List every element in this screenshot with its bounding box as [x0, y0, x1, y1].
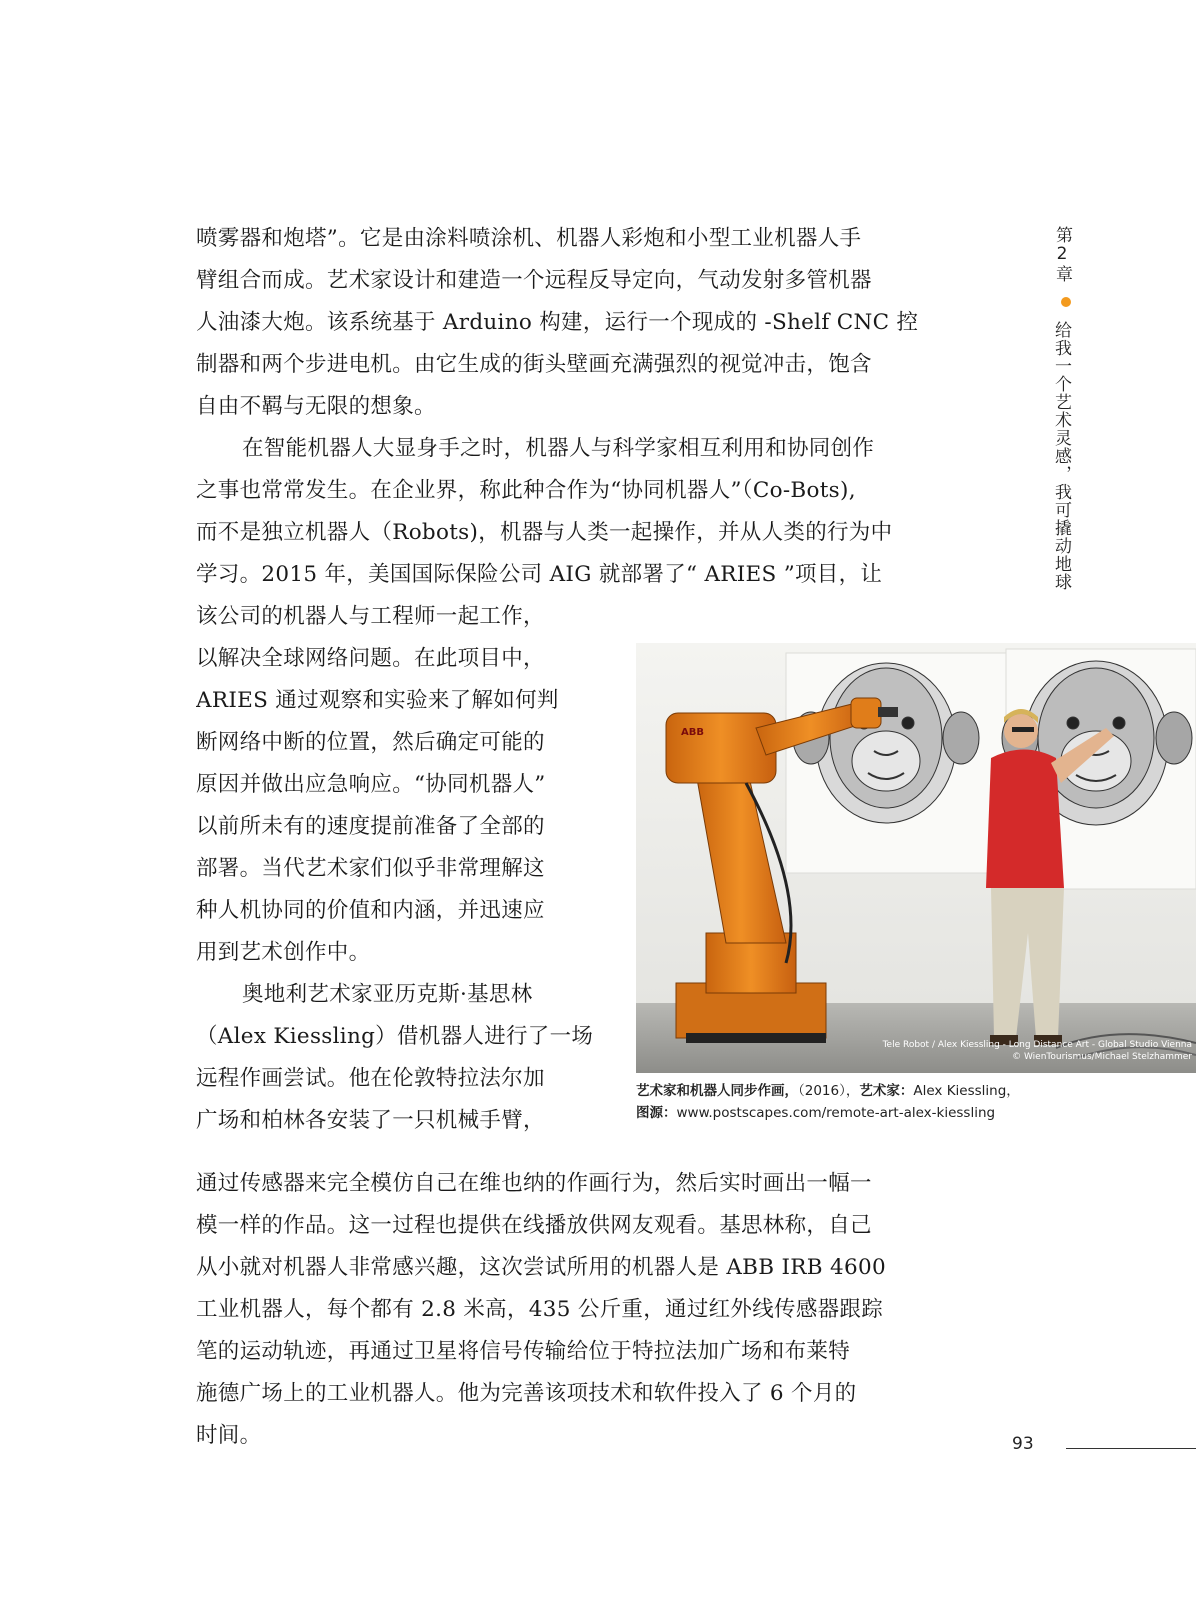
text-line: 断网络中断的位置，然后确定可能的: [196, 730, 545, 755]
text-line: 自由不羁与无限的想象。: [196, 394, 436, 419]
text-line: 笔的运动轨迹，再通过卫星将信号传输给位于特拉法加广场和布莱特: [196, 1339, 851, 1364]
text-line: 臂组合而成。艺术家设计和建造一个远程反导定向，气动发射多管机器: [196, 268, 872, 293]
caption-line-2: [636, 1102, 1156, 1124]
artist-glasses: [1012, 727, 1034, 732]
caption-artist: Alex Kiessling，: [913, 1083, 1020, 1099]
page-number: 93: [1012, 1434, 1034, 1454]
page-number-rule: [1066, 1448, 1196, 1449]
artist-shirt: [986, 750, 1064, 889]
text-line: 通过传感器来完全模仿自己在维也纳的作画行为，然后实时画出一幅一: [196, 1171, 872, 1196]
text-line: 之事也常常发生。在企业界，称此种合作为“协同机器人”（Co-Bots),: [196, 478, 856, 503]
text-line: 施德广场上的工业机器人。他为完善该项技术和软件投入了 6 个月的: [196, 1381, 857, 1406]
text-line: 以前所未有的速度提前准备了全部的: [196, 814, 545, 839]
body-paragraph-top: [196, 218, 934, 596]
photo-credit-line1: Tele Robot / Alex Kiessling - Long Distance Art - Global Studio Vienna: [882, 1040, 1192, 1050]
text-line: 时间。: [196, 1423, 262, 1448]
caption-title: 艺术家和机器人同步作画，: [636, 1083, 798, 1099]
chapter-side-tab: [1050, 226, 1082, 591]
text-line: 人油漆大炮。该系统基于 Arduino 构建，运行一个现成的 -Shelf CNC 控: [196, 310, 919, 335]
text-line: 远程作画尝试。他在伦敦特拉法尔加: [196, 1066, 545, 1091]
text-line: 广场和柏林各安装了一只机械手臂，: [196, 1108, 545, 1133]
photo-credit-line2: © WienTourismus/Michael Stelzhammer: [1012, 1052, 1192, 1062]
text-line: 喷雾器和炮塔”。它是由涂料喷涂机、机器人彩炮和小型工业机器人手: [196, 226, 862, 251]
text-line: 从小就对机器人非常感兴趣，这次尝试所用的机器人是 ABB IRB 4600: [196, 1255, 886, 1280]
text-line: 制器和两个步进电机。由它生成的街头壁画充满强烈的视觉冲击，饱含: [196, 352, 872, 377]
robot-wrist: [851, 698, 881, 728]
caption-source-url: www.postscapes.com/remote-art-alex-kiessling: [676, 1105, 996, 1121]
text-line: 该公司的机器人与工程师一起工作，: [196, 604, 545, 629]
caption-line-1: [636, 1080, 1156, 1102]
chapter-title: 给我一个艺术灵感，我可撬动地球: [1051, 321, 1071, 591]
robot-logo: ABB: [681, 727, 704, 738]
text-line: 在智能机器人大显身手之时，机器人与科学家相互利用和协同创作: [242, 436, 875, 461]
robot-base-plate: [686, 1033, 826, 1043]
figure-caption: [636, 1080, 1156, 1124]
robot-elbow: [666, 713, 776, 783]
body-paragraph-bottom: [196, 1163, 934, 1457]
text-line: ARIES 通过观察和实验来了解如何判: [196, 688, 559, 713]
text-line: 种人机协同的价值和内涵，并迅速应: [196, 898, 545, 923]
body-paragraph-middle: [196, 596, 616, 1142]
chapter-label: 第2章: [1052, 226, 1072, 283]
caption-artist-label: 艺术家：: [859, 1083, 914, 1099]
text-line: 以解决全球网络问题。在此项目中，: [196, 646, 545, 671]
photo-illustration: [636, 643, 1196, 1073]
text-line: 工业机器人，每个都有 2.8 米高，435 公斤重，通过红外线传感器跟踪: [196, 1297, 884, 1322]
text-line: 而不是独立机器人（Robots)，机器与人类一起操作，并从人类的行为中: [196, 520, 893, 545]
text-line: （Alex Kiessling）借机器人进行了一场: [196, 1024, 594, 1049]
text-line: 模一样的作品。这一过程也提供在线播放供网友观看。基思林称，自己: [196, 1213, 872, 1238]
text-line: 部署。当代艺术家们似乎非常理解这: [196, 856, 545, 881]
text-line: 原因并做出应急响应。“协同机器人”: [196, 772, 546, 797]
caption-source-label: 图源：: [636, 1105, 677, 1121]
caption-year: （2016），: [798, 1083, 860, 1099]
text-line: 学习。2015 年，美国国际保险公司 AIG 就部署了“ ARIES ”项目，让: [196, 562, 883, 587]
figure-robot-artist-photo: [636, 643, 1196, 1073]
text-line: 奥地利艺术家亚历克斯·基思林: [242, 982, 533, 1007]
text-line: 用到艺术创作中。: [196, 940, 371, 965]
accent-dot-icon: [1061, 297, 1071, 307]
robot-pen-holder: [878, 707, 898, 717]
